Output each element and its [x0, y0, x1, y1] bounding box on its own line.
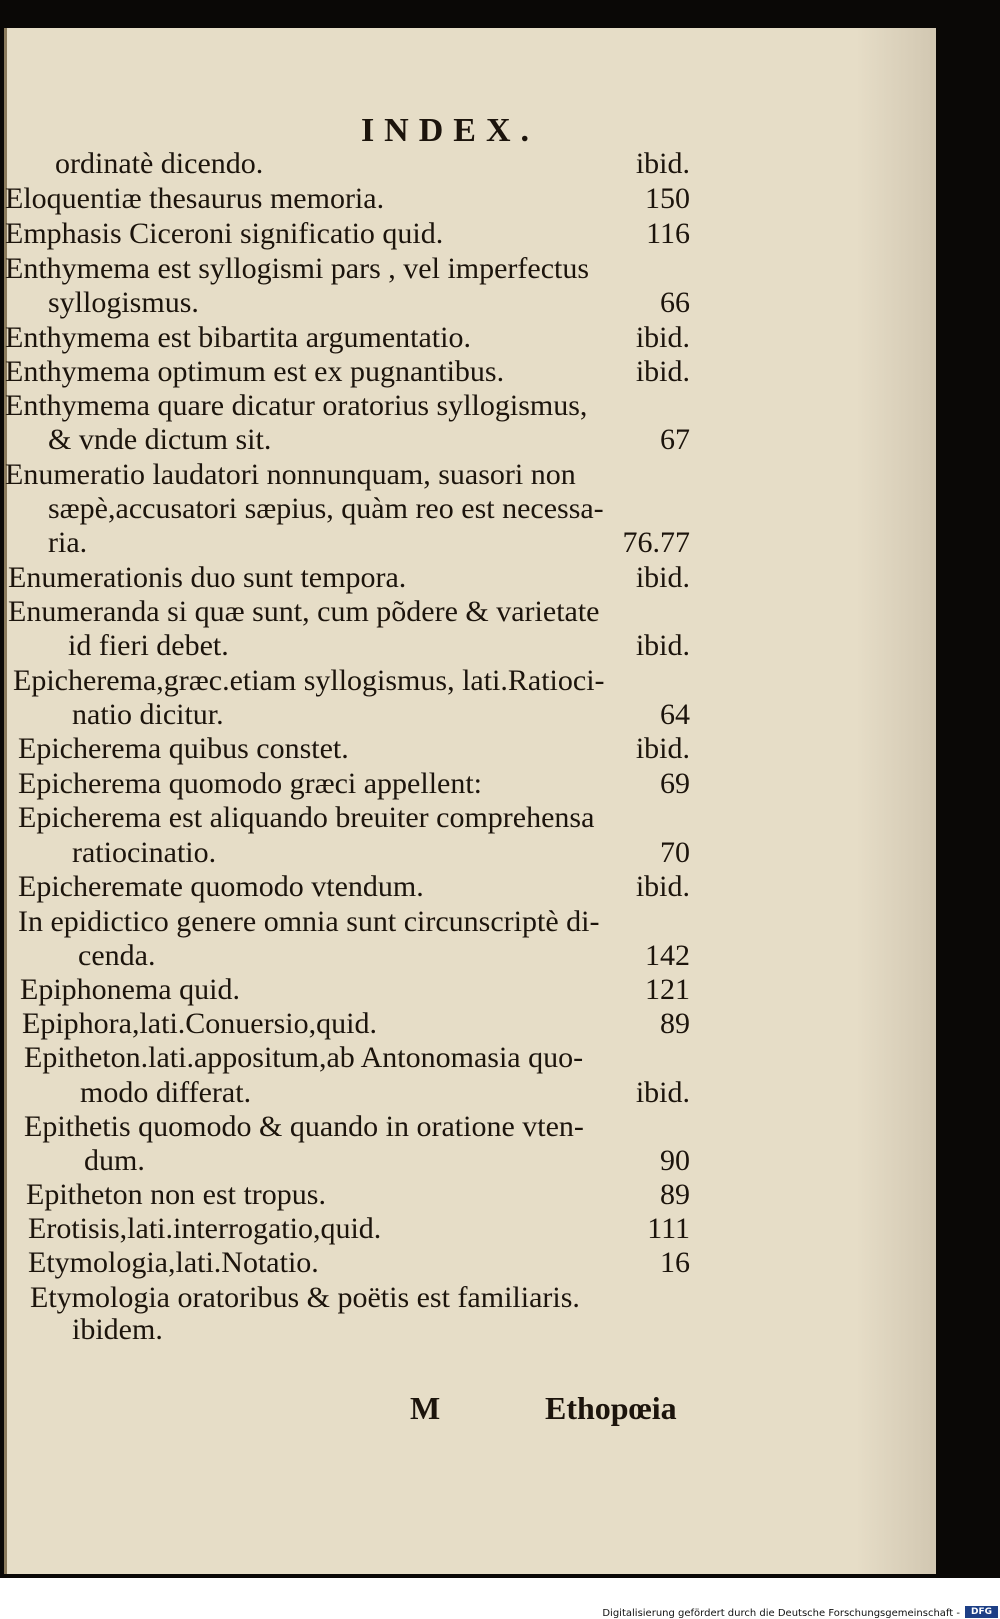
- entry-text: Epitheton non est tropus.: [26, 1178, 326, 1211]
- entry-text: ria.: [48, 526, 88, 559]
- entry-page-ref: ibid.: [635, 732, 690, 765]
- entry-page-ref: 76.77: [622, 526, 690, 559]
- entry-page-ref: 142: [645, 939, 690, 972]
- entry-text: id fieri debet.: [68, 629, 229, 662]
- entry-text: modo differat.: [80, 1076, 252, 1109]
- entry-page-ref: 90: [660, 1144, 690, 1177]
- index-entry: [48, 422, 690, 457]
- index-entry: [20, 972, 690, 1007]
- entry-text: syllogismus.: [48, 286, 199, 319]
- entry-text: cenda.: [78, 939, 156, 972]
- signature-mark: M: [410, 1390, 441, 1426]
- entry-text: Epicherema quibus constet.: [18, 732, 349, 765]
- entry-text: Enumerationis duo sunt tempora.: [8, 561, 407, 594]
- index-entry: [5, 457, 690, 492]
- index-entry: [18, 800, 690, 835]
- index-entry: [84, 1143, 690, 1178]
- index-entry: [78, 938, 690, 973]
- index-entry: [18, 766, 690, 801]
- entry-text: Epitheton.lati.appositum,ab Antonomasia quo-: [24, 1041, 584, 1074]
- index-entry: [24, 1040, 690, 1075]
- entry-text: ibidem.: [72, 1313, 163, 1346]
- entry-page-ref: 150: [645, 182, 690, 215]
- index-entry: [22, 1006, 690, 1041]
- entry-page-ref: 116: [646, 217, 690, 250]
- index-entry: [72, 697, 690, 732]
- entry-page-ref: 64: [660, 698, 690, 731]
- entry-page-ref: ibid.: [635, 870, 690, 903]
- index-entry: [5, 181, 690, 216]
- index-entry: [72, 835, 690, 870]
- entry-text: & vnde dictum sit.: [48, 423, 272, 456]
- entry-text: Enthymema est syllogismi pars , vel imperfectus: [5, 252, 590, 285]
- index-entry: [30, 1280, 690, 1315]
- index-entry: [5, 388, 690, 423]
- index-entry: [48, 285, 690, 320]
- index-entry: [8, 594, 690, 629]
- entry-page-ref: ibid.: [635, 561, 690, 594]
- index-entry: [5, 320, 690, 355]
- entry-page-ref: ibid.: [635, 1076, 690, 1109]
- entry-page-ref: ibid.: [635, 629, 690, 662]
- index-entry: [24, 1109, 690, 1144]
- index-entry: [26, 1177, 690, 1212]
- index-entry: [13, 663, 690, 698]
- index-entry: [28, 1245, 690, 1280]
- entry-text: Enumeratio laudatori nonnunquam, suasori non: [5, 458, 576, 491]
- entry-text: Epiphonema quid.: [20, 973, 240, 1006]
- digitization-credit: Digitalisierung gefördert durch die Deutsche Forschungsgemeinschaft -: [602, 1608, 960, 1619]
- entry-text: Epithetis quomodo & quando in oratione vten-: [24, 1110, 584, 1143]
- entry-text: Epiphora,lati.Conuersio,quid.: [22, 1007, 377, 1040]
- entry-page-ref: 67: [660, 423, 690, 456]
- index-entry: [48, 491, 690, 526]
- entry-text: Etymologia oratoribus & poëtis est familiaris.: [30, 1281, 580, 1314]
- index-entry: [72, 1312, 690, 1347]
- entry-page-ref: 121: [645, 973, 690, 1006]
- entry-page-ref: 70: [660, 836, 690, 869]
- index-entry: [28, 1211, 690, 1246]
- entry-text: sæpè,accusatori sæpius, quàm reo est necessa-: [48, 492, 604, 525]
- entry-text: Enthymema est bibartita argumentatio.: [5, 321, 471, 354]
- entry-text: Etymologia,lati.Notatio.: [28, 1246, 319, 1279]
- index-entry: [8, 560, 690, 595]
- entry-text: ordinatè dicendo.: [55, 147, 264, 180]
- index-entry: [55, 146, 690, 181]
- catchword: Ethopœia: [545, 1390, 677, 1426]
- entry-page-ref: 89: [660, 1178, 690, 1211]
- entry-page-ref: 66: [660, 286, 690, 319]
- index-entry: [68, 628, 690, 663]
- index-entry: [18, 904, 690, 939]
- page-shadow: [856, 28, 936, 1574]
- entry-text: Enumeranda si quæ sunt, cum põdere & varietate: [8, 595, 600, 628]
- entry-text: Eloquentiæ thesaurus memoria.: [5, 182, 385, 215]
- entry-page-ref: 69: [660, 767, 690, 800]
- entry-text: Enthymema optimum est ex pugnantibus.: [5, 355, 505, 388]
- index-entry: [18, 731, 690, 766]
- page-header: INDEX.: [360, 112, 540, 149]
- entry-text: natio dicitur.: [72, 698, 224, 731]
- entry-text: Epicherema est aliquando breuiter comprehensa: [18, 801, 595, 834]
- entry-text: Epicherema,græc.etiam syllogismus, lati.Ratioci-: [13, 664, 605, 697]
- entry-text: Epicheremate quomodo vtendum.: [18, 870, 424, 903]
- index-entry: [5, 354, 690, 389]
- index-entry: [5, 251, 690, 286]
- index-entry: [5, 216, 690, 251]
- entry-text: Epicherema quomodo græci appellent:: [18, 767, 483, 800]
- entry-page-ref: 89: [660, 1007, 690, 1040]
- entry-text: Enthymema quare dicatur oratorius syllogismus,: [5, 389, 588, 422]
- index-entry: [18, 869, 690, 904]
- index-entry: [80, 1075, 690, 1110]
- entry-page-ref: ibid.: [635, 355, 690, 388]
- entry-page-ref: ibid.: [635, 321, 690, 354]
- entry-text: ratiocinatio.: [72, 836, 217, 869]
- entry-text: dum.: [84, 1144, 145, 1177]
- entry-text: Erotisis,lati.interrogatio,quid.: [28, 1212, 382, 1245]
- entry-text: Emphasis Ciceroni significatio quid.: [5, 217, 444, 250]
- index-entry: [48, 525, 690, 560]
- entry-text: In epidictico genere omnia sunt circunscriptè di-: [18, 905, 600, 938]
- entry-page-ref: 111: [647, 1212, 690, 1245]
- entry-page-ref: 16: [660, 1246, 690, 1279]
- dfg-logo: DFG: [965, 1606, 998, 1618]
- entry-page-ref: ibid.: [635, 147, 690, 180]
